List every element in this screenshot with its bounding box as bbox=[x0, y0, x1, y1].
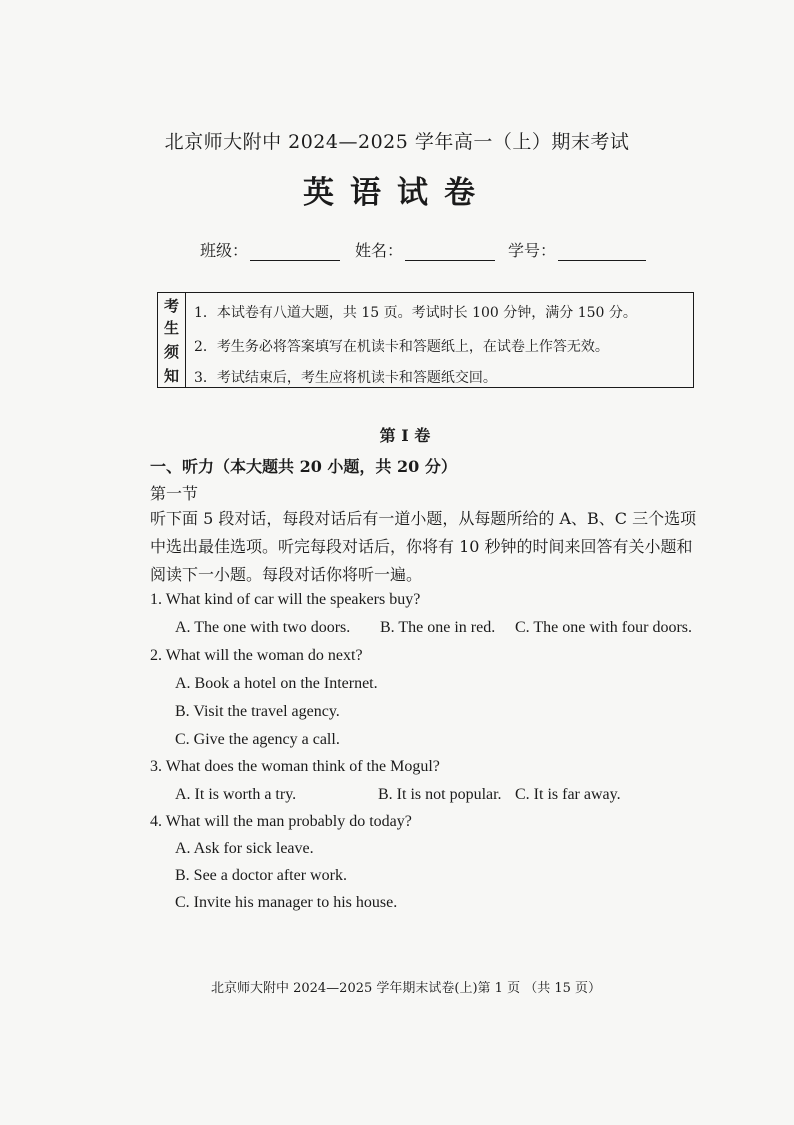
exam-notice-box bbox=[157, 292, 694, 388]
question-option: C. It is far away. bbox=[515, 786, 621, 803]
notice-heading-char: 考 bbox=[163, 297, 179, 315]
name-label: 姓名： bbox=[355, 241, 404, 260]
notice-item: 1．本试卷有八道大题，共 15 页。考试时长 100 分钟，满分 150 分。 bbox=[194, 305, 637, 321]
student-number-label: 学号： bbox=[508, 241, 557, 260]
notice-heading bbox=[158, 293, 186, 387]
subject-title: 英语试卷 bbox=[303, 175, 491, 211]
notice-item: 3．考试结束后，考生应将机读卡和答题纸交回。 bbox=[194, 370, 497, 386]
class-field bbox=[200, 238, 340, 261]
question-stem: 1. What kind of car will the speakers buy? bbox=[150, 591, 421, 608]
question-option: A. Book a hotel on the Internet. bbox=[175, 675, 378, 692]
question-option: B. It is not popular. bbox=[378, 786, 502, 803]
notice-heading-char: 知 bbox=[163, 367, 179, 385]
page-footer: 北京师大附中 2024—2025 学年期末试卷(上)第 1 页 （共 15 页） bbox=[210, 981, 602, 996]
question-option: C. Invite his manager to his house. bbox=[175, 894, 398, 911]
section-instructions: 听下面 5 段对话，每段对话后有一道小题，从每题所给的 A、B、C 三个选项中选出最佳选项。听完每段对话后，你将有 10 秒钟的时间来回答有关小题和阅读下一小题。每段对话你将听一遍。 bbox=[150, 509, 697, 584]
notice-heading-char: 须 bbox=[163, 343, 179, 361]
question-option: A. The one with two doors. bbox=[175, 619, 351, 636]
question-stem: 2. What will the woman do next? bbox=[150, 647, 363, 664]
student-number-field bbox=[508, 238, 646, 261]
student-number-blank bbox=[558, 241, 646, 261]
name-blank bbox=[405, 241, 495, 261]
exam-title: 北京师大附中 2024—2025 学年高一（上）期末考试 bbox=[164, 131, 630, 153]
class-blank bbox=[250, 241, 340, 261]
question-stem: 4. What will the man probably do today? bbox=[150, 813, 412, 830]
subsection-title: 第一节 bbox=[150, 484, 199, 503]
notice-item: 2．考生务必将答案填写在机读卡和答题纸上，在试卷上作答无效。 bbox=[194, 339, 609, 355]
class-label: 班级： bbox=[200, 241, 249, 260]
question-option: C. Give the agency a call. bbox=[175, 731, 340, 748]
question-option: B. See a doctor after work. bbox=[175, 867, 347, 884]
question-option: B. The one in red. bbox=[380, 619, 496, 636]
question-option: A. It is worth a try. bbox=[175, 786, 297, 803]
name-field bbox=[355, 238, 495, 261]
question-stem: 3. What does the woman think of the Mogul? bbox=[150, 758, 440, 775]
student-info bbox=[200, 238, 660, 266]
notice-heading-char: 生 bbox=[163, 319, 179, 337]
section-title: 一、听力（本大题共 20 小题，共 20 分） bbox=[150, 457, 457, 476]
question-option: A. Ask for sick leave. bbox=[175, 840, 314, 857]
question-option: B. Visit the travel agency. bbox=[175, 703, 340, 720]
question-option: C. The one with four doors. bbox=[515, 619, 693, 636]
part-title: 第 I 卷 bbox=[379, 426, 431, 445]
